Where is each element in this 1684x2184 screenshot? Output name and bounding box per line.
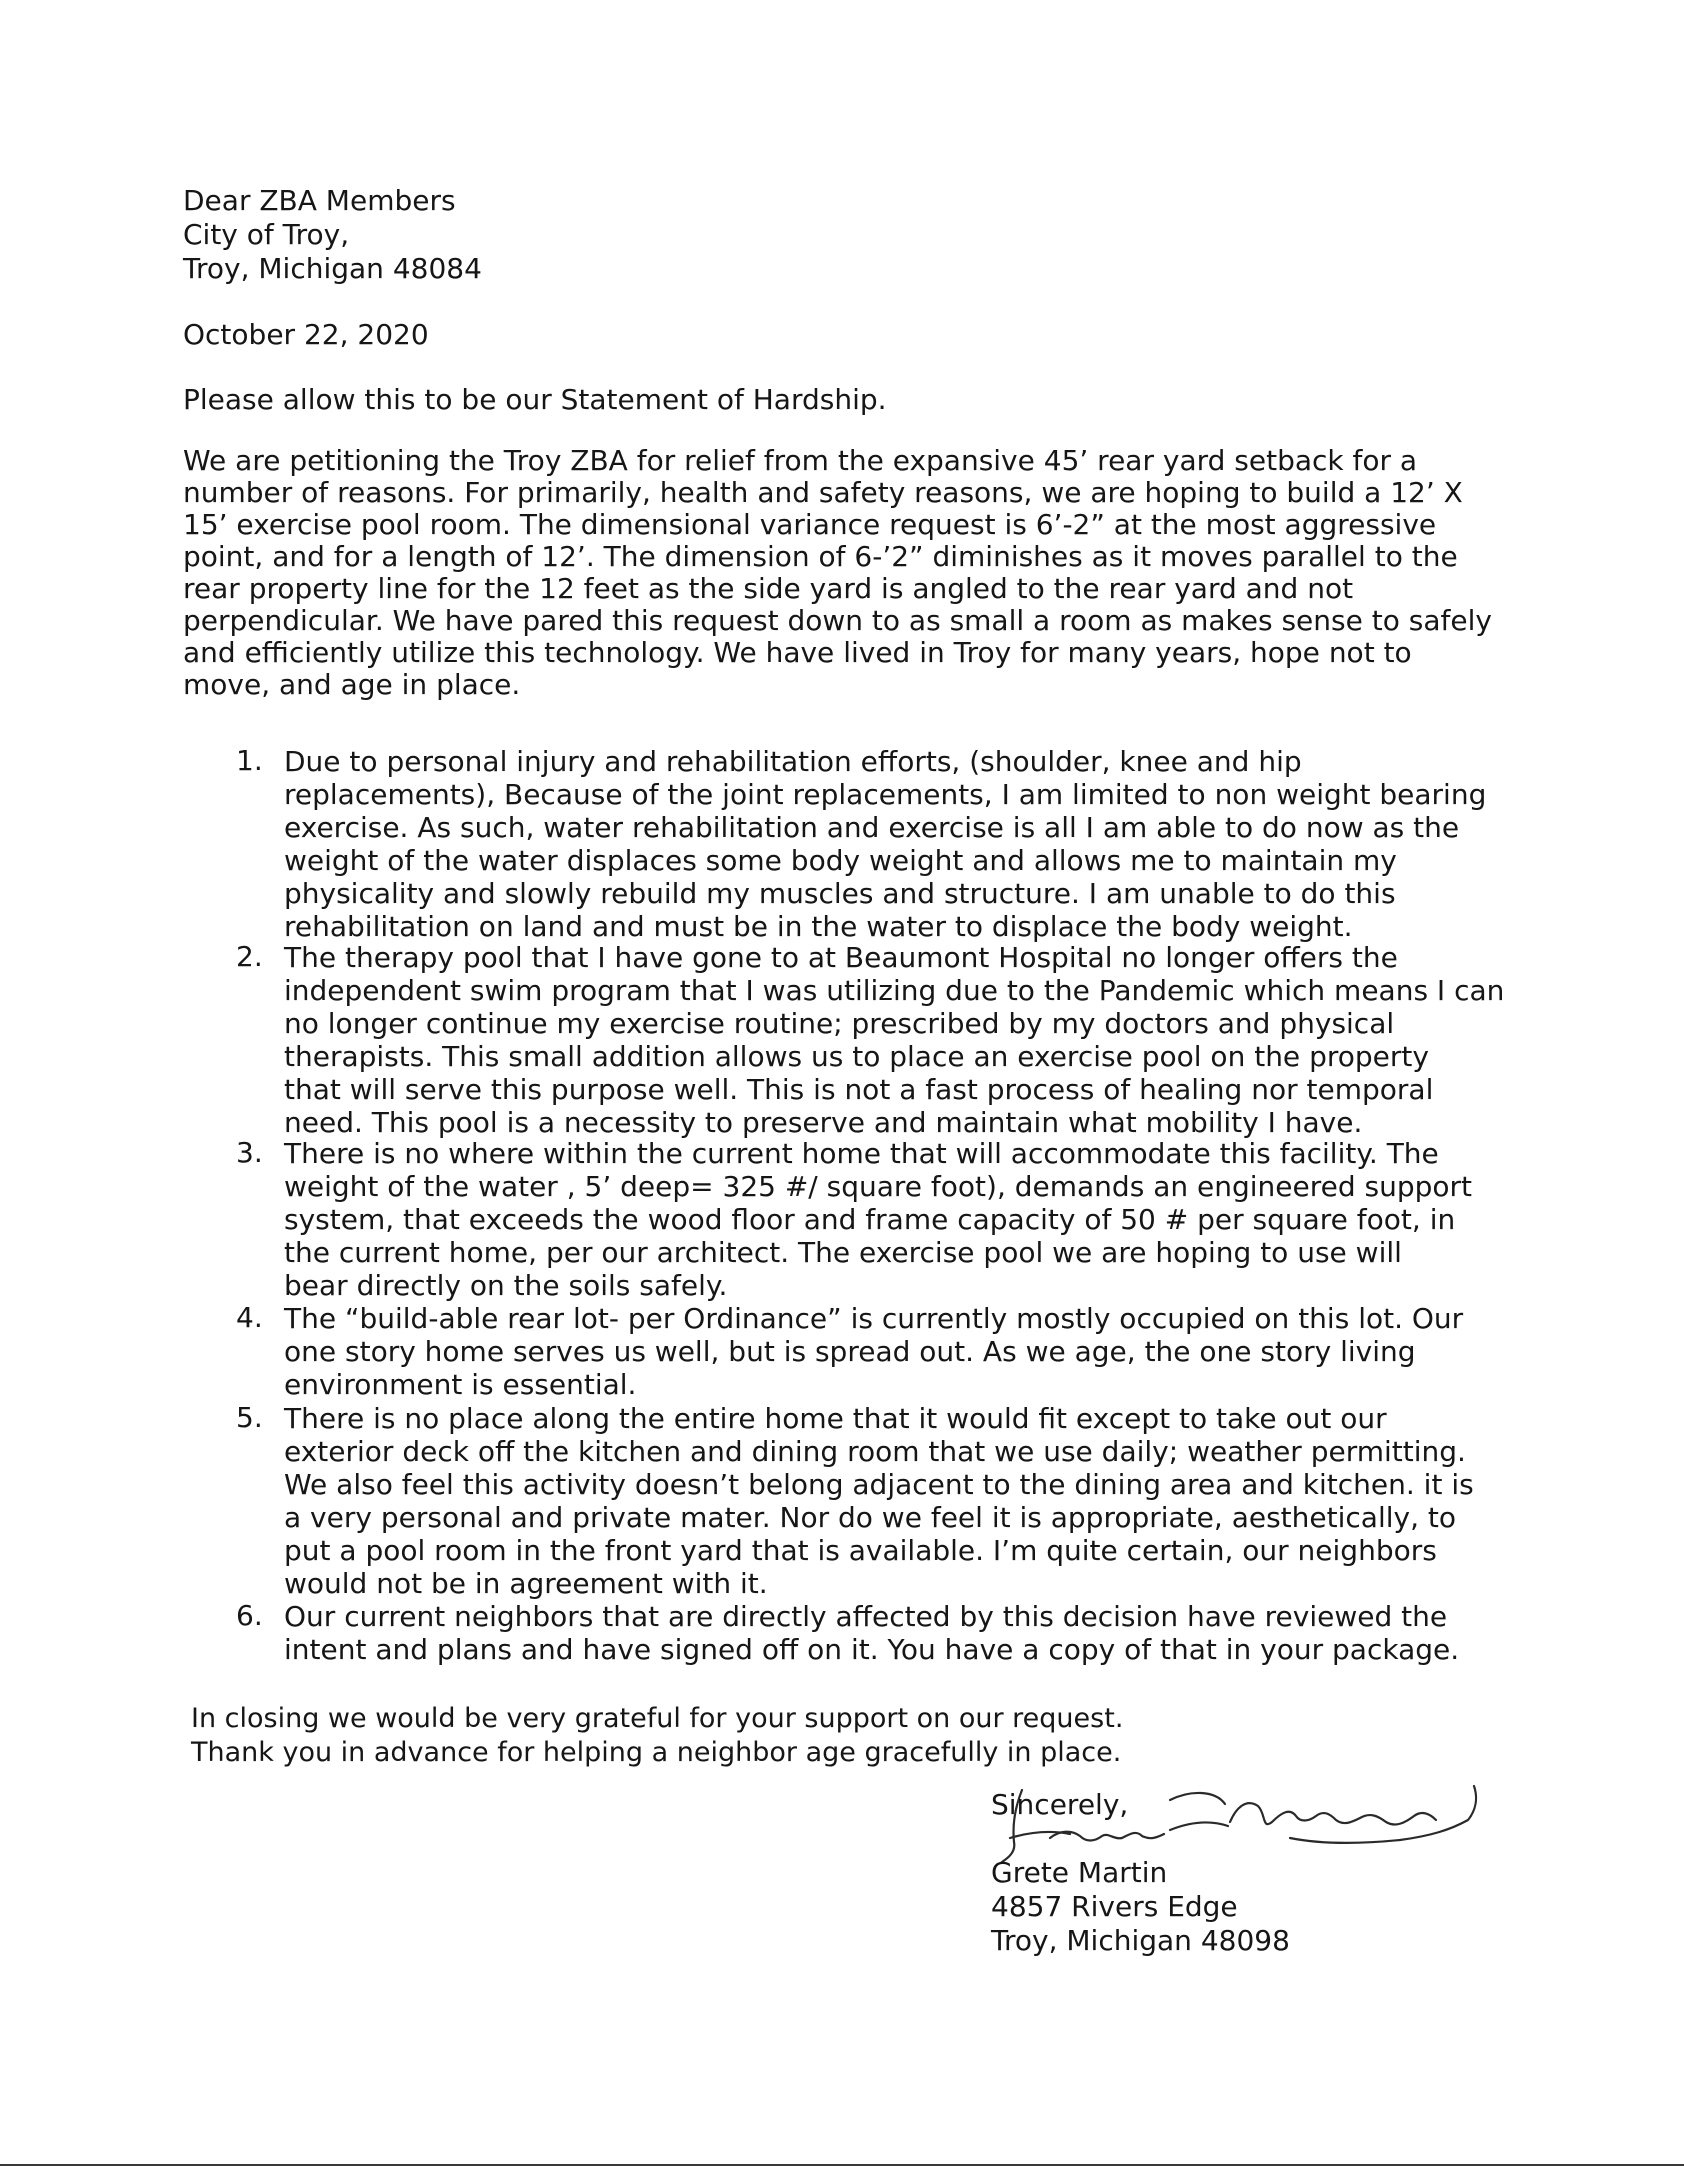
list-item-line: intent and plans and have signed off on it. You have a copy of that in your package.	[284, 1633, 1460, 1666]
list-item-text	[284, 941, 1504, 1139]
list-item-number: 2.	[236, 940, 263, 973]
list-item-number: 5.	[236, 1401, 263, 1434]
list-item-number: 3.	[236, 1136, 263, 1169]
list-item-line: independent swim program that I was utilizing due to the Pandemic which means I can	[284, 974, 1505, 1007]
list-item-line: The therapy pool that I have gone to at Beaumont Hospital no longer offers the	[284, 941, 1398, 974]
recipient-line-3: Troy, Michigan 48084	[183, 252, 482, 285]
closing-paragraph	[191, 1702, 1123, 1770]
paragraph-line: We are petitioning the Troy ZBA for relief from the expansive 45’ rear yard setback for a	[183, 444, 1418, 477]
list-item-line: replacements), Because of the joint replacements, I am limited to non weight bearing	[284, 778, 1487, 811]
closing-line-2: Thank you in advance for helping a neighbor age gracefully in place.	[191, 1737, 1122, 1768]
paragraph-line: point, and for a length of 12’. The dimension of 6-’2” diminishes as it moves parallel to the	[183, 540, 1458, 573]
list-item-line: bear directly on the soils safely.	[284, 1269, 728, 1302]
paragraph-line: rear property line for the 12 feet as the side yard is angled to the rear yard and not	[183, 572, 1354, 605]
signer-street: 4857 Rivers Edge	[991, 1890, 1238, 1923]
list-item-line: a very personal and private mater. Nor do we feel it is appropriate, aesthetically, to	[284, 1501, 1456, 1534]
list-item-line: would not be in agreement with it.	[284, 1567, 768, 1600]
list-item-line: We also feel this activity doesn’t belong adjacent to the dining area and kitchen. it is	[284, 1468, 1474, 1501]
list-item-number: 6.	[236, 1599, 263, 1632]
paragraph-line: perpendicular. We have pared this request down to as small a room as makes sense to safely	[183, 604, 1492, 637]
list-item-line: weight of the water , 5’ deep= 325 #/ square foot), demands an engineered support	[284, 1170, 1473, 1203]
list-item-line: exterior deck off the kitchen and dining room that we use daily; weather permitting.	[284, 1435, 1466, 1468]
list-item-line: the current home, per our architect. The exercise pool we are hoping to use will	[284, 1236, 1402, 1269]
list-item-line: The “build-able rear lot- per Ordinance” is currently mostly occupied on this lot. Our	[284, 1302, 1464, 1335]
list-item-line: exercise. As such, water rehabilitation and exercise is all I am able to do now as the	[284, 811, 1460, 844]
list-item-line: physicality and slowly rebuild my muscles and structure. I am unable to do this	[284, 877, 1396, 910]
list-item-line: system, that exceeds the wood floor and frame capacity of 50 # per square foot, in	[284, 1203, 1456, 1236]
signature-block	[991, 1788, 1290, 1958]
list-item-line: no longer continue my exercise routine; prescribed by my doctors and physical	[284, 1007, 1395, 1040]
list-item-line: There is no where within the current home that will accommodate this facility. The	[284, 1137, 1439, 1170]
list-item-text	[284, 1302, 1463, 1401]
list-item-line: weight of the water displaces some body weight and allows me to maintain my	[284, 844, 1397, 877]
list-item-number: 4.	[236, 1301, 263, 1334]
list-item-line: put a pool room in the front yard that is available. I’m quite certain, our neighbors	[284, 1534, 1437, 1567]
list-item-text	[284, 745, 1486, 943]
list-item-text	[284, 1402, 1474, 1600]
intro-sentence: Please allow this to be our Statement of Hardship.	[183, 383, 887, 416]
paragraph-line: 15’ exercise pool room. The dimensional variance request is 6’-2” at the most aggressive	[183, 508, 1437, 541]
letter-date: October 22, 2020	[183, 318, 429, 351]
list-item-text	[284, 1137, 1472, 1302]
list-item-line: environment is essential.	[284, 1368, 637, 1401]
list-item-line: There is no place along the entire home that it would fit except to take out our	[284, 1402, 1387, 1435]
signer-city: Troy, Michigan 48098	[991, 1924, 1290, 1957]
recipient-line-2: City of Troy,	[183, 218, 350, 251]
closing-line-1: In closing we would be very grateful for your support on our request.	[191, 1703, 1124, 1734]
signature-gap	[991, 1822, 1290, 1856]
list-item-line: rehabilitation on land and must be in the water to displace the body weight.	[284, 910, 1353, 943]
paragraph-line: move, and age in place.	[183, 668, 521, 701]
body-paragraph	[183, 444, 1492, 701]
list-item-line: therapists. This small addition allows us to place an exercise pool on the property	[284, 1040, 1429, 1073]
page-bottom-rule	[0, 2164, 1684, 2166]
paragraph-line: number of reasons. For primarily, health and safety reasons, we are hoping to build a 12’ X	[183, 476, 1463, 509]
valediction: Sincerely,	[991, 1788, 1129, 1821]
recipient-line-1: Dear ZBA Members	[183, 184, 456, 217]
list-item-line: Due to personal injury and rehabilitation efforts, (shoulder, knee and hip	[284, 745, 1302, 778]
list-item-line: Our current neighbors that are directly affected by this decision have reviewed the	[284, 1600, 1448, 1633]
list-item-number: 1.	[236, 744, 263, 777]
list-item-text	[284, 1600, 1459, 1666]
signer-name: Grete Martin	[991, 1856, 1168, 1889]
list-item-line: need. This pool is a necessity to preserve and maintain what mobility I have.	[284, 1106, 1363, 1139]
list-item-line: one story home serves us well, but is spread out. As we age, the one story living	[284, 1335, 1416, 1368]
list-item-line: that will serve this purpose well. This is not a fast process of healing nor temporal	[284, 1073, 1434, 1106]
paragraph-line: and efficiently utilize this technology. We have lived in Troy for many years, hope not to	[183, 636, 1412, 669]
